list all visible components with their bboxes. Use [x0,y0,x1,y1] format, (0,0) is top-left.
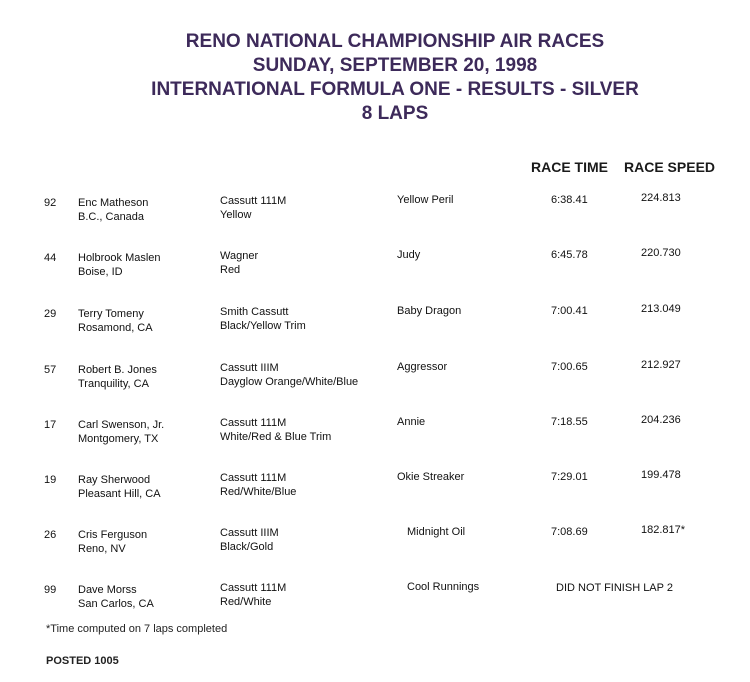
result-row [0,415,750,455]
pilot-info [78,251,161,279]
aircraft-info [220,581,286,609]
aircraft-colors: Black/Yellow Trim [220,320,306,332]
race-time: 6:45.78 [551,249,588,261]
pilot-name: Carl Swenson, Jr. [78,419,165,431]
race-speed: 199.478 [641,469,681,481]
plane-name: Judy [397,249,421,261]
pilot-info [78,363,157,391]
aircraft-type: Smith Cassutt [220,306,289,318]
race-number: 29 [44,308,57,320]
aircraft-type: Cassutt 111M [220,195,287,207]
aircraft-colors: Red/White [220,596,272,608]
result-row [0,525,750,565]
pilot-hometown: Pleasant Hill, CA [78,488,161,500]
result-row [0,248,750,288]
event-title: RENO NATIONAL CHAMPIONSHIP AIR RACES [185,31,605,52]
aircraft-type: Cassutt IIIM [220,527,279,539]
race-number: 57 [44,364,57,376]
race-number: 99 [44,584,57,596]
aircraft-info [220,416,331,444]
pilot-info [78,583,154,611]
plane-name: Annie [397,416,426,428]
race-speed: 224.813 [641,192,681,204]
aircraft-colors: Red [220,264,241,276]
pilot-name: Cris Ferguson [78,529,148,541]
race-number: 19 [44,474,57,486]
race-number: 26 [44,529,57,541]
pilot-hometown: B.C., Canada [78,211,145,223]
race-number: 92 [44,197,57,209]
plane-name: Aggressor [397,361,448,373]
race-time: 7:00.41 [551,305,588,317]
race-time-header: RACE TIME [531,159,608,175]
aircraft-colors: Red/White/Blue [220,486,297,498]
pilot-info [78,196,148,224]
aircraft-colors: White/Red & Blue Trim [220,431,332,443]
aircraft-type: Cassutt IIIM [220,362,279,374]
aircraft-type: Cassutt 111M [220,472,287,484]
plane-name: Baby Dragon [397,305,462,317]
pilot-hometown: Boise, ID [78,266,123,278]
pilot-name: Enc Matheson [78,197,149,209]
pilot-info [78,473,161,501]
document-title [0,30,750,126]
race-time: 7:18.55 [551,416,588,428]
footnote: *Time computed on 7 laps completed [46,623,228,635]
result-row [0,360,750,400]
pilot-name: Terry Tomeny [78,308,144,320]
race-time: 7:00.65 [551,361,588,373]
result-row [0,470,750,510]
race-speed: 182.817* [641,524,686,536]
pilot-hometown: San Carlos, CA [78,598,154,610]
plane-name: Yellow Peril [397,194,454,206]
pilot-info [78,418,164,446]
event-date: SUNDAY, SEPTEMBER 20, 1998 [252,55,538,76]
aircraft-type: Wagner [220,250,259,262]
aircraft-info [220,194,286,222]
aircraft-info [220,361,358,389]
pilot-hometown: Reno, NV [78,543,126,555]
race-speed-header: RACE SPEED [624,159,716,175]
race-time: 7:08.69 [551,526,588,538]
aircraft-info [220,471,296,499]
race-time: 6:38.41 [551,194,588,206]
race-number: 17 [44,419,57,431]
aircraft-type: Cassutt 111M [220,417,287,429]
result-row [0,193,750,233]
pilot-name: Dave Morss [78,584,137,596]
posted-stamp: POSTED 1005 [46,655,119,667]
pilot-info [78,528,147,556]
race-speed: 220.730 [641,247,681,259]
aircraft-colors: Black/Gold [220,541,274,553]
pilot-hometown: Montgomery, TX [78,433,159,445]
race-class: INTERNATIONAL FORMULA ONE - RESULTS - SILVER [151,79,639,100]
lap-count: 8 LAPS [361,103,429,124]
pilot-name: Holbrook Maslen [78,252,161,264]
race-speed: 213.049 [641,303,681,315]
aircraft-colors: Dayglow Orange/White/Blue [220,376,359,388]
aircraft-info [220,249,258,277]
pilot-hometown: Rosamond, CA [78,322,153,334]
result-row [0,304,750,344]
plane-name: Midnight Oil [407,526,466,538]
pilot-name: Robert B. Jones [78,364,157,376]
dnf-status: DID NOT FINISH LAP 2 [556,582,673,594]
race-time: 7:29.01 [551,471,588,483]
race-speed: 204.236 [641,414,681,426]
pilot-name: Ray Sherwood [78,474,151,486]
pilot-hometown: Tranquility, CA [78,378,149,390]
aircraft-colors: Yellow [220,209,252,221]
pilot-info [78,307,153,335]
aircraft-info [220,305,306,333]
aircraft-type: Cassutt 111M [220,582,287,594]
plane-name: Okie Streaker [397,471,465,483]
result-row [0,580,750,620]
plane-name: Cool Runnings [407,581,480,593]
aircraft-info [220,526,279,554]
race-speed: 212.927 [641,359,681,371]
race-number: 44 [44,252,57,264]
